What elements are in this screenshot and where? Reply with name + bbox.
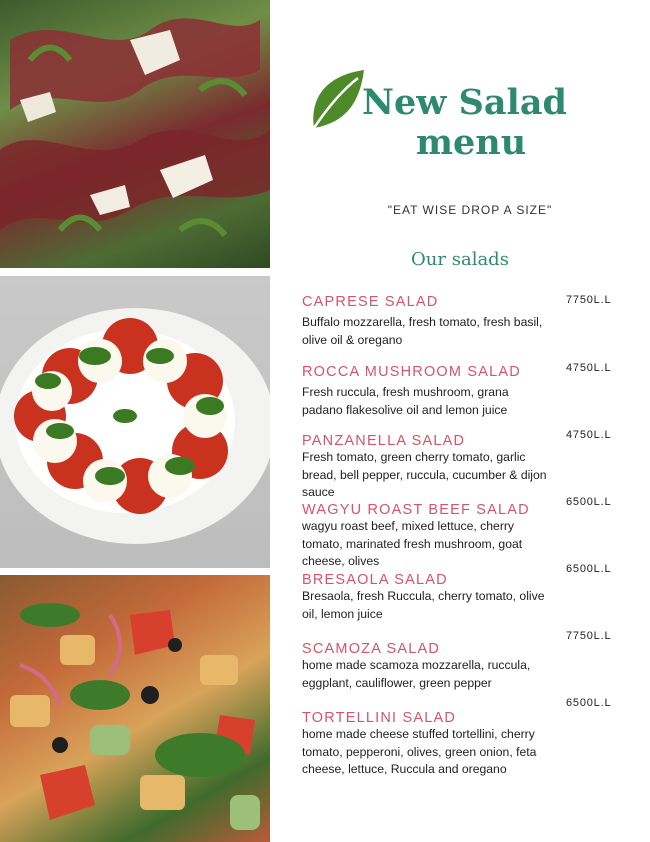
menu-item-tortellini [302, 710, 642, 779]
item-name: PANZANELLA SALAD [302, 433, 466, 449]
menu-title-sub: menu [416, 122, 527, 163]
item-description: home made scamoza mozzarella, ruccula, eggplant, cauliflower, green pepper [302, 658, 531, 690]
item-price: 6500L.L [566, 496, 612, 508]
item-description: home made cheese stuffed tortellini, cherry tomato, pepperoni, olives, green onion, feta cheese, lettuce, Ruccula and oregano [302, 727, 537, 776]
section-title: Our salads [411, 249, 509, 270]
item-price: 4750L.L [566, 429, 612, 441]
item-price: 7750L.L [566, 630, 612, 642]
item-description: Fresh ruccula, fresh mushroom, grana padano flakesolive oil and lemon juice [302, 385, 509, 417]
item-description: wagyu roast beef, mixed lettuce, cherry tomato, marinated fresh mushroom, goat cheese, olives [302, 519, 523, 568]
item-price: 6500L.L [566, 697, 612, 709]
menu-item-bresaola [302, 572, 642, 623]
menu-item-wagyu [302, 502, 642, 571]
item-name: BRESAOLA SALAD [302, 572, 448, 588]
menu-header [300, 66, 630, 166]
tagline: "EAT WISE DROP A SIZE" [387, 203, 553, 217]
photo-column [0, 0, 270, 842]
item-name: WAGYU ROAST BEEF SALAD [302, 502, 530, 518]
item-description: Bresaola, fresh Ruccula, cherry tomato, olive oil, lemon juice [302, 589, 545, 621]
item-name: CAPRESE SALAD [302, 294, 439, 310]
panzanella-salad-photo [0, 575, 270, 842]
item-price: 6500L.L [566, 563, 612, 575]
menu-item-scamoza [302, 641, 642, 692]
menu-item-panzanella [302, 433, 642, 502]
bresaola-salad-photo [0, 0, 270, 268]
item-description: Fresh tomato, green cherry tomato, garlic bread, bell pepper, ruccula, cucumber & dijon sauce [302, 450, 547, 499]
caprese-salad-photo [0, 276, 270, 568]
item-description: Buffalo mozzarella, fresh tomato, fresh basil, olive oil & oregano [302, 315, 543, 347]
item-price: 4750L.L [566, 362, 612, 374]
leaf-icon [308, 66, 366, 132]
item-name: SCAMOZA SALAD [302, 641, 441, 657]
item-price: 7750L.L [566, 294, 612, 306]
item-name: TORTELLINI SALAD [302, 710, 457, 726]
item-name: ROCCA MUSHROOM SALAD [302, 364, 521, 380]
menu-title: New Salad [362, 82, 567, 123]
